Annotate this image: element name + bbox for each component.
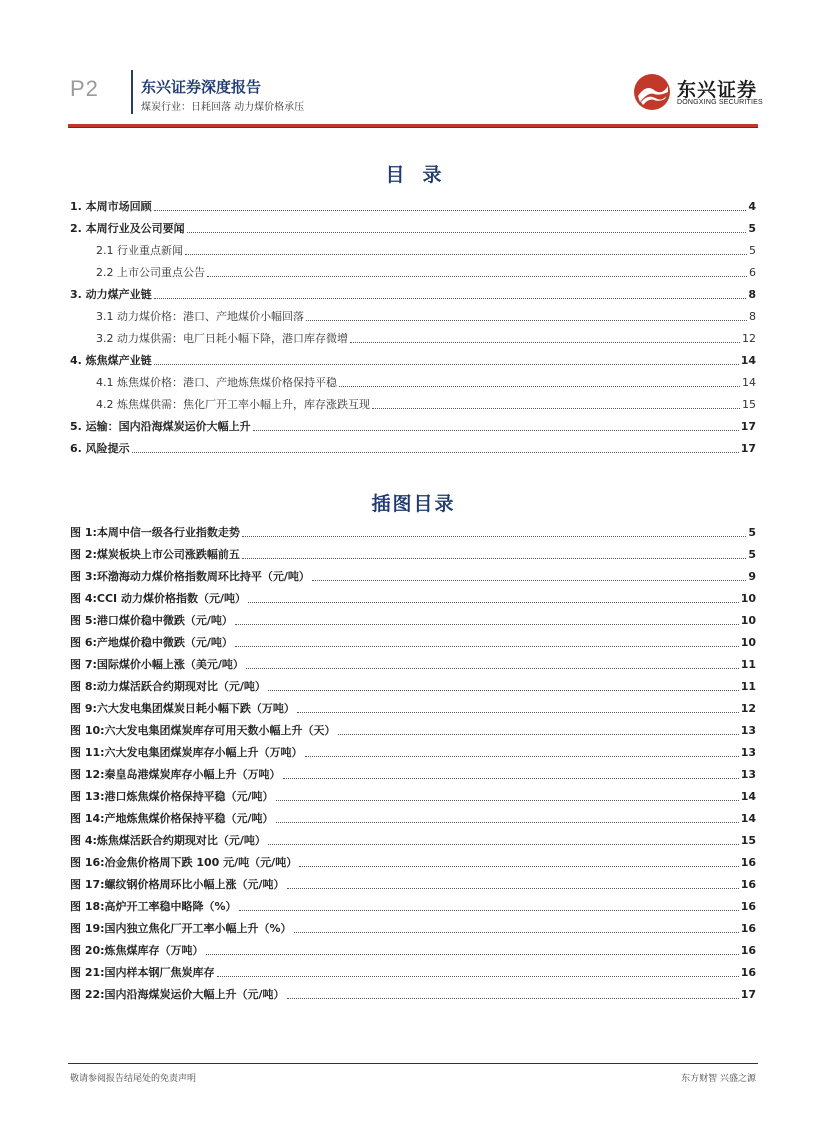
figure-entry[interactable] [70, 694, 756, 716]
toc-list [70, 192, 756, 456]
dot-leader [268, 690, 739, 691]
figure-entry-title: 图 11:六大发电集团煤炭库存小幅上升（万吨） [70, 746, 303, 759]
figure-entry-title: 图 3:环渤海动力煤价格指数周环比持平（元/吨） [70, 570, 310, 583]
figure-entry-page: 5 [748, 548, 756, 561]
toc-entry-title: 5. 运输：国内沿海煤炭运价大幅上升 [70, 420, 251, 433]
figure-entry-title: 图 16:冶金焦价格周下跌 100 元/吨（元/吨） [70, 856, 298, 869]
dot-leader [235, 646, 739, 647]
figure-entry[interactable] [70, 738, 756, 760]
figure-entry[interactable] [70, 584, 756, 606]
dot-leader [312, 580, 746, 581]
figure-entry-title: 图 20:炼焦煤库存（万吨） [70, 944, 204, 957]
figure-entry-page: 17 [740, 988, 756, 1001]
toc-entry[interactable] [70, 258, 756, 280]
toc-title: 目录 [385, 164, 460, 186]
figure-entry-page: 12 [740, 702, 756, 715]
dot-leader [154, 210, 747, 211]
footer-rule [68, 1063, 758, 1064]
toc-entry-title: 4.1 炼焦煤价格：港口、产地炼焦煤价格保持平稳 [96, 376, 337, 389]
figure-entry[interactable] [70, 782, 756, 804]
report-subtitle: 煤炭行业：日耗回落 动力煤价格承压 [141, 102, 305, 113]
toc-entry-page: 5 [748, 222, 756, 235]
figure-entry[interactable] [70, 958, 756, 980]
toc-entry-title: 3.1 动力煤价格：港口、产地煤价小幅回落 [96, 310, 304, 323]
dot-leader [154, 298, 747, 299]
toc-entry-title: 6. 风险提示 [70, 442, 130, 455]
figure-entry[interactable] [70, 826, 756, 848]
dot-leader [242, 558, 746, 559]
dot-leader [253, 430, 739, 431]
dot-leader [299, 866, 738, 867]
toc-entry-page: 17 [740, 442, 756, 455]
figure-entry[interactable] [70, 870, 756, 892]
figure-entry[interactable] [70, 892, 756, 914]
dot-leader [287, 888, 739, 889]
dot-leader [372, 408, 740, 409]
figure-entry[interactable] [70, 936, 756, 958]
figure-entry-page: 16 [740, 966, 756, 979]
toc-entry-page: 15 [742, 398, 756, 411]
figure-entry-page: 13 [740, 746, 756, 759]
dot-leader [248, 602, 739, 603]
toc-entry-title: 2.2 上市公司重点公告 [96, 266, 205, 279]
figure-entry-title: 图 17:螺纹钢价格周环比小幅上涨（元/吨） [70, 878, 285, 891]
figure-entry-page: 11 [740, 658, 756, 671]
company-logo [632, 72, 762, 116]
dot-leader [268, 844, 739, 845]
toc-entry[interactable] [70, 302, 756, 324]
figure-entry-page: 16 [740, 944, 756, 957]
toc-entry[interactable] [70, 192, 756, 214]
figure-entry-title: 图 10:六大发电集团煤炭库存可用天数小幅上升（天） [70, 724, 336, 737]
figure-entry[interactable] [70, 716, 756, 738]
toc-entry[interactable] [70, 346, 756, 368]
figure-entry[interactable] [70, 760, 756, 782]
figure-entry-page: 13 [740, 768, 756, 781]
dot-leader [287, 998, 739, 999]
logo-en-text: DONGXING SECURITIES [677, 99, 763, 106]
dot-leader [132, 452, 739, 453]
figure-entry-title: 图 21:国内样本钢厂焦炭库存 [70, 966, 215, 979]
footer-slogan: 东方财智 兴盛之源 [681, 1074, 756, 1084]
figure-entry-title: 图 8:动力煤活跃合约期现对比（元/吨） [70, 680, 266, 693]
figure-entry[interactable] [70, 562, 756, 584]
figure-entry-title: 图 6:产地煤价稳中微跌（元/吨） [70, 636, 233, 649]
dot-leader [185, 254, 747, 255]
figure-entry-title: 图 1:本周中信一级各行业指数走势 [70, 526, 240, 539]
figure-entry-page: 16 [740, 878, 756, 891]
dot-leader [294, 932, 739, 933]
toc-entry-title: 2.1 行业重点新闻 [96, 244, 183, 257]
dot-leader [239, 910, 739, 911]
figure-entry-title: 图 9:六大发电集团煤炭日耗小幅下跌（万吨） [70, 702, 295, 715]
toc-entry-page: 8 [748, 288, 756, 301]
dot-leader [339, 386, 740, 387]
toc-entry-title: 4. 炼焦煤产业链 [70, 354, 152, 367]
figure-list-title: 插图目录 [371, 493, 456, 515]
toc-entry-title: 4.2 炼焦煤供需：焦化厂开工率小幅上升，库存涨跌互现 [96, 398, 370, 411]
figure-entry-title: 图 18:高炉开工率稳中略降（%） [70, 900, 237, 913]
figure-entry-page: 10 [740, 592, 756, 605]
figure-entry-title: 图 12:秦皇岛港煤炭库存小幅上升（万吨） [70, 768, 281, 781]
footer-disclaimer: 敬请参阅报告结尾处的免责声明 [70, 1074, 197, 1084]
figure-entry[interactable] [70, 650, 756, 672]
figure-entry-title: 图 4:炼焦煤活跃合约期现对比（元/吨） [70, 834, 266, 847]
figure-entry[interactable] [70, 628, 756, 650]
figure-entry[interactable] [70, 848, 756, 870]
figure-entry[interactable] [70, 606, 756, 628]
toc-entry[interactable] [70, 434, 756, 456]
toc-entry-title: 1. 本周市场回顾 [70, 200, 152, 213]
dot-leader [338, 734, 739, 735]
dot-leader [154, 364, 739, 365]
figure-entry-title: 图 19:国内独立焦化厂开工率小幅上升（%） [70, 922, 292, 935]
toc-entry-title: 3.2 动力煤供需：电厂日耗小幅下降，港口库存微增 [96, 332, 348, 345]
logo-mark-icon [632, 72, 672, 112]
toc-entry-page: 17 [740, 420, 756, 433]
dot-leader [276, 800, 739, 801]
dot-leader [306, 320, 747, 321]
figure-entry-title: 图 5:港口煤价稳中微跌（元/吨） [70, 614, 233, 627]
figure-entry-title: 图 4:CCI 动力煤价格指数（元/吨） [70, 592, 246, 605]
logo-cn-text: 东兴证券 [677, 79, 758, 101]
figure-entry-title: 图 22:国内沿海煤炭运价大幅上升（元/吨） [70, 988, 285, 1001]
dot-leader [187, 232, 747, 233]
toc-entry[interactable] [70, 214, 756, 236]
figure-entry[interactable] [70, 914, 756, 936]
toc-entry[interactable] [70, 280, 756, 302]
figure-entry-page: 13 [740, 724, 756, 737]
toc-entry-page: 14 [740, 354, 756, 367]
dot-leader [283, 778, 739, 779]
figure-entry[interactable] [70, 518, 756, 540]
toc-entry[interactable] [70, 390, 756, 412]
toc-entry-page: 4 [748, 200, 756, 213]
toc-entry[interactable] [70, 236, 756, 258]
header-divider [131, 70, 133, 114]
toc-entry-page: 12 [742, 332, 756, 345]
dot-leader [217, 976, 739, 977]
figure-entry-page: 15 [740, 834, 756, 847]
figure-entry-page: 16 [740, 900, 756, 913]
dot-leader [235, 624, 739, 625]
toc-entry-title: 2. 本周行业及公司要闻 [70, 222, 185, 235]
toc-entry-page: 5 [749, 244, 756, 257]
figure-entry[interactable] [70, 804, 756, 826]
figure-entry-page: 10 [740, 614, 756, 627]
dot-leader [276, 822, 739, 823]
toc-entry[interactable] [70, 324, 756, 346]
toc-entry[interactable] [70, 412, 756, 434]
figure-entry-title: 图 14:产地炼焦煤价格保持平稳（元/吨） [70, 812, 274, 825]
figure-entry-page: 16 [740, 922, 756, 935]
figure-entry-page: 16 [740, 856, 756, 869]
figure-entry-page: 14 [740, 812, 756, 825]
toc-entry-page: 14 [742, 376, 756, 389]
figure-entry-page: 14 [740, 790, 756, 803]
page-number: P2 [70, 76, 99, 101]
dot-leader [297, 712, 739, 713]
figure-entry[interactable] [70, 540, 756, 562]
dot-leader [246, 668, 739, 669]
figure-entry-page: 9 [748, 570, 756, 583]
figure-entry-page: 11 [740, 680, 756, 693]
dot-leader [207, 276, 747, 277]
dot-leader [350, 342, 740, 343]
toc-entry-page: 6 [749, 266, 756, 279]
figure-entry-page: 5 [748, 526, 756, 539]
header-rule-blue [68, 127, 758, 128]
figure-entry[interactable] [70, 672, 756, 694]
toc-entry-title: 3. 动力煤产业链 [70, 288, 152, 301]
report-title: 东兴证券深度报告 [141, 78, 262, 96]
figure-entry-title: 图 13:港口炼焦煤价格保持平稳（元/吨） [70, 790, 274, 803]
figure-entry-page: 10 [740, 636, 756, 649]
toc-entry-page: 8 [749, 310, 756, 323]
figure-entry[interactable] [70, 980, 756, 1002]
toc-entry[interactable] [70, 368, 756, 390]
figure-list [70, 518, 756, 1002]
dot-leader [305, 756, 739, 757]
dot-leader [242, 536, 746, 537]
dot-leader [206, 954, 739, 955]
figure-entry-title: 图 2:煤炭板块上市公司涨跌幅前五 [70, 548, 240, 561]
figure-entry-title: 图 7:国际煤价小幅上涨（美元/吨） [70, 658, 244, 671]
